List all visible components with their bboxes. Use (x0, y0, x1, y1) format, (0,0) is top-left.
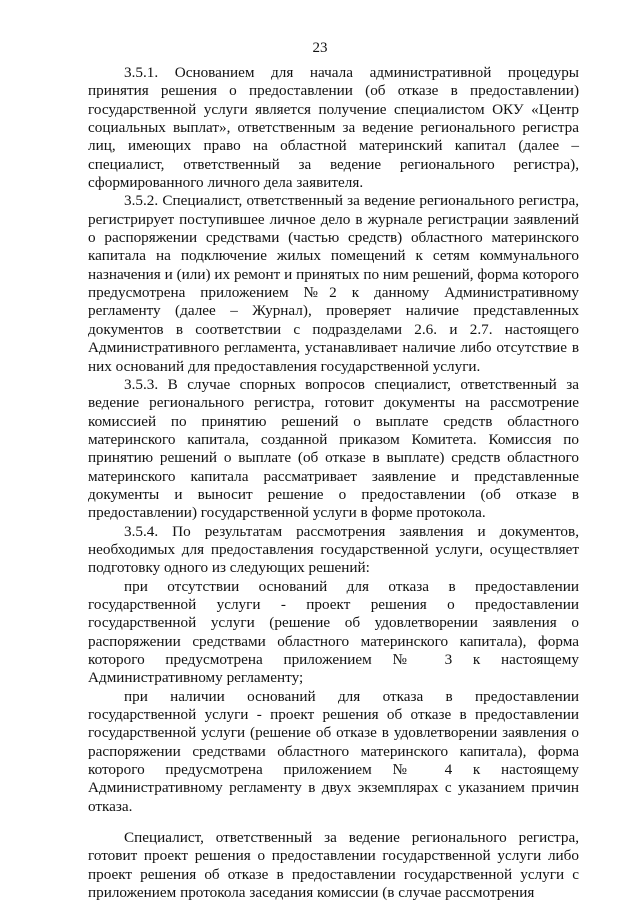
paragraph-3-5-1: 3.5.1. Основанием для начала административной процедуры принятия решения о предоставлении (об отказе в предоставлении) государственной услуги является получение специалистом ОКУ «Центр социальных выплат», ответственным за ведение регионального регистра лиц, имеющих право на областной материнский капитал (далее – специалист, ответственный за ведение регионального регистра), сформированного личного дела заявителя. (88, 64, 579, 192)
paragraph-3-5-4: 3.5.4. По результатам рассмотрения заявления и документов, необходимых для предоставления государственной услуги, осуществляет подготовку одного из следующих решений: (88, 522, 579, 577)
page-number: 23 (312, 40, 328, 56)
document-body (88, 64, 579, 902)
paragraph-specialist-prepares: Специалист, ответственный за ведение регионального регистра, готовит проект решения о предоставлении государственной услуги либо проект решения об отказе в предоставлении государственной услуги с приложением протокола заседания комиссии (в случае рассмотрения (88, 829, 579, 902)
paragraph-option-grant: при отсутствии оснований для отказа в предоставлении государственной услуги - проект решения о предоставлении государственной услуги (решение об удовлетворении заявления о распоряжении средствами областного материнского капитала), форма которого предусмотрена приложением № 3 к настоящему Административному регламенту; (88, 577, 579, 687)
paragraph-3-5-3: 3.5.3. В случае спорных вопросов специалист, ответственный за ведение регионального регистра, готовит документы на рассмотрение комиссией по принятию решений о выплате средств областного материнского капитала, созданной приказом Комитета. Комиссия по принятию решений о выплате (об отказе в выплате) средств областного материнского капитала рассматривает заявление и представленные документы и выносит решение о предоставлении (об отказе в предоставлении) государственной услуги в форме протокола. (88, 375, 579, 522)
paragraph-option-refuse: при наличии оснований для отказа в предоставлении государственной услуги - проект решения об отказе в предоставлении государственной услуги (решение об отказе в удовлетворении заявления о распоряжении средствами областного материнского капитала), форма которого предусмотрена приложением № 4 к настоящему Административному регламенту в двух экземплярах с указанием причин отказа. (88, 687, 579, 815)
paragraph-3-5-2: 3.5.2. Специалист, ответственный за ведение регионального регистра, регистрирует поступившее личное дело в журнале регистрации заявлений о распоряжении средствами (частью средств) областного материнского капитала на подключение жилых помещений к сетям коммунального назначения и (или) их ремонт и принятых по ним решений, форма которого предусмотрена приложением №2 к данному Административному регламенту (далее – Журнал), проверяет наличие представленных документов в соответствии с подразделами 2.6. и 2.7. настоящего Административного регламента, устанавливает наличие либо отсутствие в них оснований для предоставления государственной услуги. (88, 192, 579, 375)
